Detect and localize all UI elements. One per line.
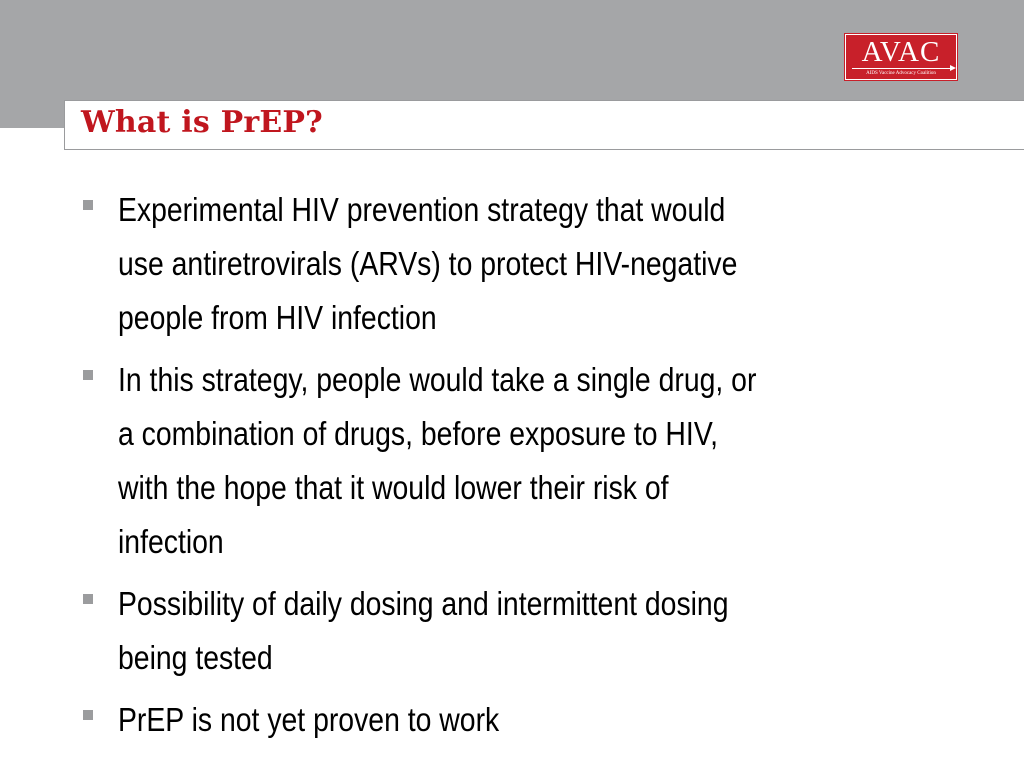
avac-logo [845,34,957,80]
bullet-item [80,577,980,685]
bullet-line: infection [118,523,224,560]
bullet-line: with the hope that it would lower their risk of [118,469,669,506]
title-box [64,100,1024,150]
square-bullet-icon [83,200,93,210]
bullet-line: In this strategy, people would take a single drug, or [118,361,757,398]
bullet-list [80,183,980,755]
logo-word: AVAC [861,36,941,68]
bullet-item [80,353,980,569]
bullet-item [80,183,980,345]
bullet-line: Experimental HIV prevention strategy that would [118,191,726,228]
bullet-item [80,693,980,747]
square-bullet-icon [83,370,93,380]
logo-arrow-rule [852,68,950,69]
bullet-line: use antiretrovirals (ARVs) to protect HIV-negative [118,245,738,282]
bullet-line: a combination of drugs, before exposure to HIV, [118,415,719,452]
square-bullet-icon [83,594,93,604]
bullet-line: being tested [118,639,273,676]
square-bullet-icon [83,710,93,720]
bullet-line: people from HIV infection [118,299,437,336]
slide-title: What is PrEP? [81,105,323,140]
bullet-line: Possibility of daily dosing and intermittent dosing [118,585,729,622]
logo-tagline: AIDS Vaccine Advocacy Coalition [866,71,936,76]
bullet-line: PrEP is not yet proven to work [118,701,500,738]
